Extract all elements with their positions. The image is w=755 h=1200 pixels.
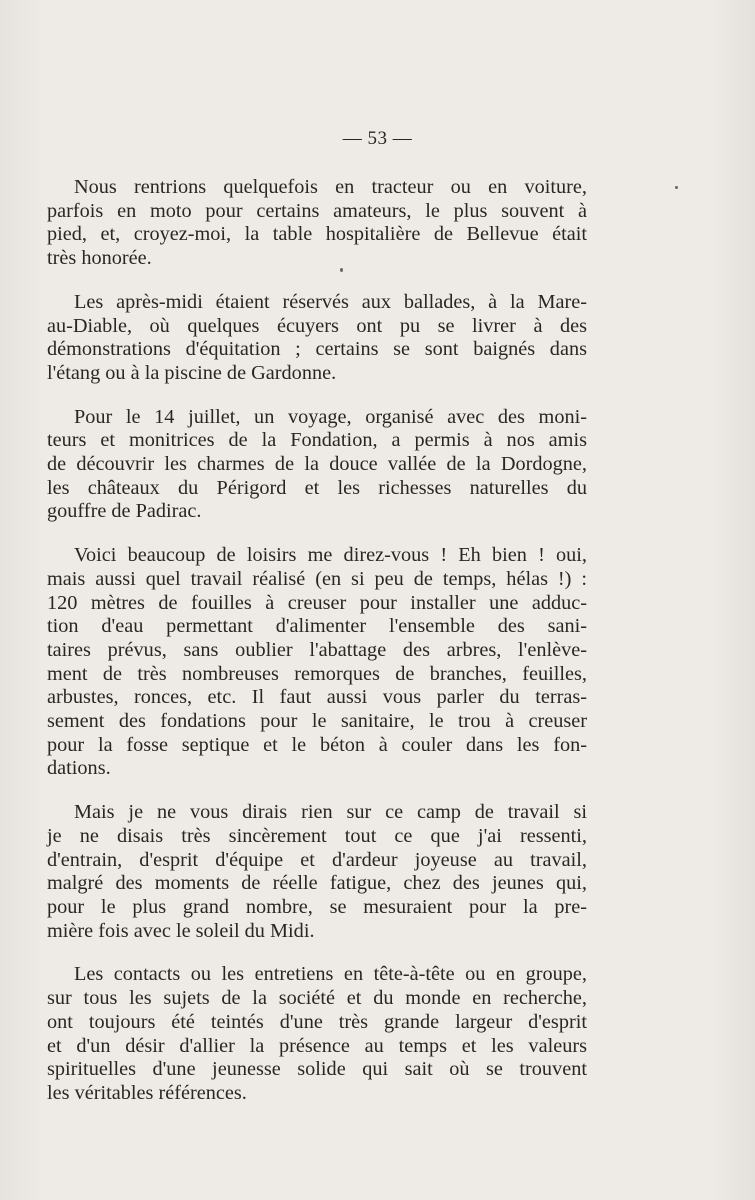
text-line: Les après-midi étaient réservés aux ballades, à la Mare-	[74, 290, 587, 313]
text-line: mais aussi quel travail réalisé (en si peu de temps, hélas !) :	[47, 567, 587, 590]
text-line: dations.	[47, 757, 111, 780]
text-line: arbustes, ronces, etc. Il faut aussi vous parler du terras-	[47, 686, 587, 709]
paragraph-6	[47, 963, 587, 1105]
text-line: je ne disais très sincèrement tout ce que j'ai ressenti,	[47, 824, 587, 847]
text-line: teurs et monitrices de la Fondation, a permis à nos amis	[47, 429, 587, 452]
text-line: au-Diable, où quelques écuyers ont pu se livrer à des	[47, 314, 587, 337]
text-line: tion d'eau permettant d'alimenter l'ensemble des sani-	[47, 615, 587, 638]
text-line: parfois en moto pour certains amateurs, le plus souvent à	[47, 199, 587, 222]
text-line: taires prévus, sans oublier l'abattage des arbres, l'enlève-	[47, 638, 587, 661]
text-line: très honorée.	[47, 247, 152, 270]
text-line: gouffre de Padirac.	[47, 500, 202, 523]
text-line: Voici beaucoup de loisirs me direz-vous ! Eh bien ! oui,	[74, 544, 587, 567]
paragraph-5	[47, 801, 587, 943]
text-line: pied, et, croyez-moi, la table hospitalière de Bellevue était	[47, 223, 587, 246]
paragraph-1	[47, 176, 587, 271]
paragraph-2	[47, 291, 587, 386]
text-line: 120 mètres de fouilles à creuser pour installer une adduc-	[47, 591, 587, 614]
text-line: Pour le 14 juillet, un voyage, organisé avec des moni-	[74, 405, 587, 428]
paragraph-4	[47, 544, 587, 781]
ink-speck	[340, 268, 343, 272]
text-line: l'étang ou à la piscine de Gardonne.	[47, 361, 337, 384]
page-number: — 53 —	[342, 128, 413, 149]
text-line: de découvrir les charmes de la douce vallée de la Dordogne,	[47, 453, 587, 476]
text-line: spirituelles d'une jeunesse solide qui sait où se trouvent	[47, 1058, 587, 1081]
body-text	[47, 176, 587, 1126]
text-line: sement des fondations pour le sanitaire, le trou à creuser	[47, 710, 587, 733]
text-line: sur tous les sujets de la société et du monde en recherche,	[47, 987, 587, 1010]
text-line: les véritables références.	[47, 1081, 247, 1104]
text-line: Les contacts ou les entretiens en tête-à-tête ou en groupe,	[74, 963, 587, 986]
paragraph-3	[47, 406, 587, 525]
text-line: malgré des moments de réelle fatigue, chez des jeunes qui,	[47, 872, 587, 895]
text-line: démonstrations d'équitation ; certains se sont baignés dans	[47, 338, 587, 361]
text-line: Mais je ne vous dirais rien sur ce camp de travail si	[74, 801, 587, 824]
text-line: pour le plus grand nombre, se mesuraient pour la pre-	[47, 895, 587, 918]
text-line: Nous rentrions quelquefois en tracteur ou en voiture,	[74, 176, 587, 198]
text-line: pour la fosse septique et le béton à couler dans les fon-	[47, 733, 587, 756]
text-line: mière fois avec le soleil du Midi.	[47, 919, 315, 942]
text-line: ont toujours été teintés d'une très grande largeur d'esprit	[47, 1010, 587, 1033]
text-line: les châteaux du Périgord et les richesses naturelles du	[47, 476, 587, 499]
text-line: et d'un désir d'allier la présence au temps et les valeurs	[47, 1034, 587, 1057]
text-line: d'entrain, d'esprit d'équipe et d'ardeur joyeuse au travail,	[47, 848, 587, 871]
ink-speck	[675, 186, 678, 189]
text-line: ment de très nombreuses remorques de branches, feuilles,	[47, 662, 587, 685]
